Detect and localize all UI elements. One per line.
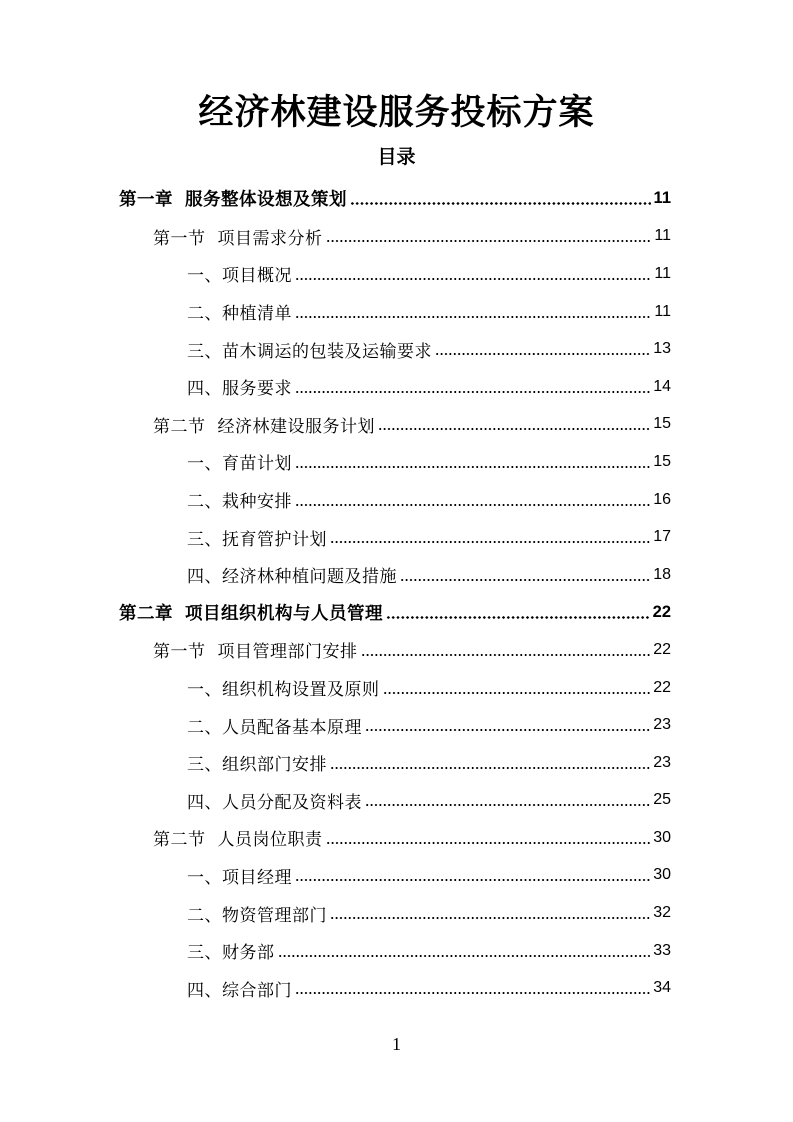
toc-entry[interactable] [0,406,793,444]
toc-entry-label: 三、苗木调运的包装及运输要求 [187,341,432,362]
toc-entry[interactable] [0,969,793,1007]
toc-page-number: 11 [653,189,671,208]
toc-entry-label: 四、经济林种植问题及措施 [187,567,397,588]
toc-page-number: 34 [653,979,671,997]
toc-page-number: 15 [653,452,671,470]
dot-leader [295,879,650,881]
toc-entry[interactable] [0,556,793,594]
toc-entry[interactable] [0,255,793,293]
dot-leader [378,428,650,430]
toc-entry[interactable] [0,518,793,556]
dot-leader [295,992,650,994]
toc-page-number: 23 [653,716,671,734]
toc-entry-label: 三、组织部门安排 [187,755,327,776]
toc-page-number: 25 [653,791,671,809]
toc-entry[interactable] [0,932,793,970]
toc-entry-label: 四、服务要求 [187,379,292,400]
toc-entry-label: 三、抚育管护计划 [187,529,327,550]
toc-entry-label: 第二节 人员岗位职责 [153,830,323,851]
toc-entry-label: 第一章 服务整体设想及策划 [119,190,347,211]
toc-entry[interactable] [0,368,793,406]
document-title: 经济林建设服务投标方案 [198,93,595,133]
toc-entry[interactable] [0,706,793,744]
toc-page-number: 13 [653,340,671,358]
dot-leader [278,955,651,957]
toc-entry-label: 第二章 项目组织机构与人员管理 [119,603,383,624]
dot-leader [295,504,650,506]
dot-leader [365,804,650,806]
toc-entry-label: 三、财务部 [187,943,275,964]
page-number: 1 [392,1034,401,1054]
dot-leader [295,391,650,393]
toc-entry[interactable] [0,631,793,669]
toc-entry[interactable] [0,782,793,820]
toc-heading: 目录 [377,146,416,168]
toc-entry-label: 二、栽种安排 [187,492,292,513]
toc-page-number: 33 [653,941,671,959]
toc-page-number: 14 [653,377,671,395]
toc-entry[interactable] [0,857,793,895]
toc-page-number: 30 [653,828,671,846]
toc-entry-label: 第一节 项目需求分析 [153,228,323,249]
toc-entry[interactable] [0,744,793,782]
toc-entry[interactable] [0,330,793,368]
toc-entry[interactable] [0,594,793,632]
dot-leader [330,767,650,769]
toc-page-number: 30 [653,866,671,884]
toc-page-number: 18 [653,565,671,583]
toc-entry[interactable] [0,819,793,857]
toc-page-number: 11 [654,227,671,245]
dot-leader [330,917,650,919]
dot-leader [435,353,650,355]
toc-entry-label: 二、种植清单 [187,304,292,325]
toc-entry-label: 二、人员配备基本原理 [187,717,362,738]
toc-entry-label: 一、组织机构设置及原则 [187,680,380,701]
toc-entry-label: 一、育苗计划 [187,454,292,475]
dot-leader [330,541,650,543]
dot-leader [295,466,650,468]
toc-page-number: 22 [653,678,671,696]
toc-page-number: 22 [653,640,671,658]
toc-page-number: 22 [652,602,671,621]
dot-leader [326,240,652,242]
dot-leader [295,316,651,318]
toc-entry[interactable] [0,443,793,481]
toc-entry[interactable] [0,218,793,256]
toc-page-number: 32 [653,904,671,922]
toc-entry-label: 一、项目概况 [187,266,292,287]
dot-leader [365,729,650,731]
toc-entry-label: 第一节 项目管理部门安排 [153,642,358,663]
toc-entry-label: 四、综合部门 [187,980,292,1001]
toc-entry[interactable] [0,894,793,932]
toc-entry[interactable] [0,481,793,519]
toc-entry-label: 四、人员分配及资料表 [187,792,362,813]
toc-entry[interactable] [0,293,793,331]
toc-entry-label: 一、项目经理 [187,867,292,888]
toc-page-number: 11 [654,264,671,282]
toc-entry[interactable] [0,669,793,707]
toc-page-number: 15 [653,415,671,433]
dot-leader [350,202,651,205]
dot-leader [400,579,650,581]
dot-leader [383,692,651,694]
dot-leader [295,278,651,280]
dot-leader [386,616,650,619]
toc-entry[interactable] [0,180,793,218]
table-of-contents [0,180,793,1007]
toc-page-number: 11 [654,302,671,320]
dot-leader [361,654,651,656]
toc-entry-label: 第二节 经济林建设服务计划 [153,416,375,437]
toc-page-number: 16 [653,490,671,508]
toc-page-number: 23 [653,753,671,771]
toc-page-number: 17 [653,528,671,546]
toc-entry-label: 二、物资管理部门 [187,905,327,926]
dot-leader [326,842,651,844]
